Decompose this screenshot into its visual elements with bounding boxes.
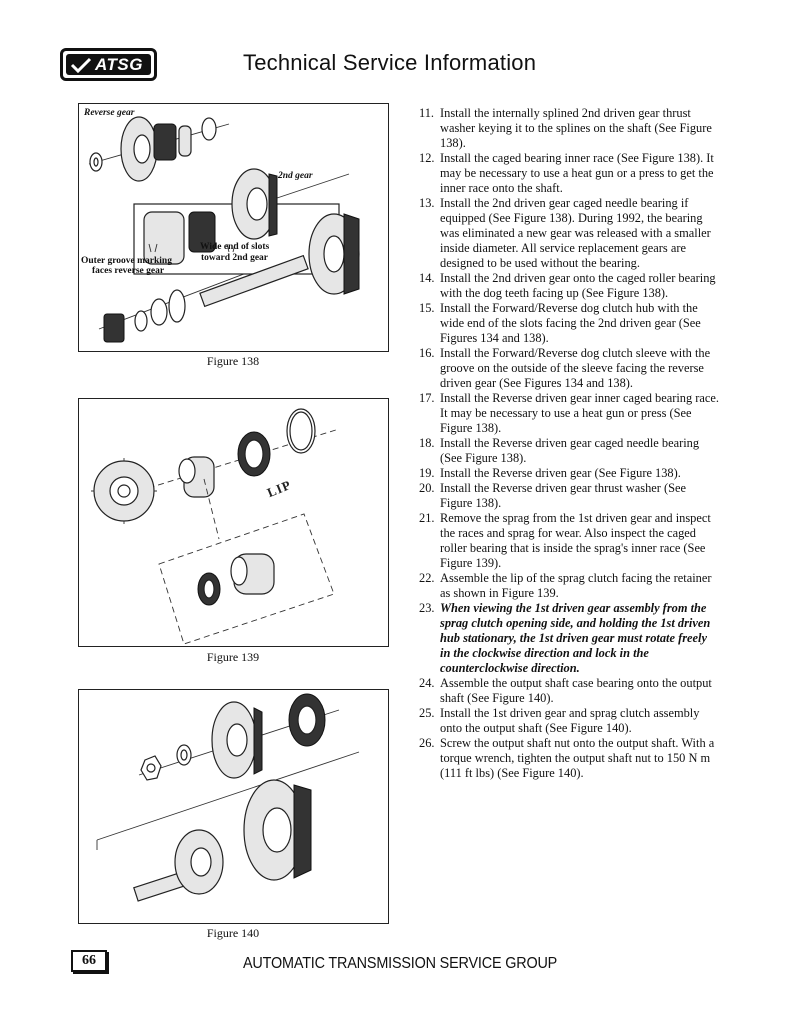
label-2nd-gear: 2nd gear	[278, 171, 313, 181]
step-item: 17. Install the Reverse driven gear inner caged bearing race. It may be necessary to use a heat gun or press (See Figure 138).	[419, 391, 719, 435]
atsg-logo	[60, 48, 157, 81]
label-outer-groove-2: faces reverse gear	[92, 266, 165, 276]
figure-140-illustration	[79, 690, 387, 922]
step-item: 15. Install the Forward/Reverse dog clutch hub with the wide end of the slots facing the 2nd driven gear (See Figures 134 and 138).	[419, 301, 701, 345]
step-item: 20. Install the Reverse driven gear thrust washer (See Figure 138).	[419, 481, 687, 510]
figure-138	[78, 103, 389, 352]
step-item: 25. Install the 1st driven gear and sprag clutch assembly onto the output shaft (See Figure 140).	[419, 706, 700, 735]
step-item-warning: 23. When viewing the 1st driven gear assembly from the sprag clutch opening side, and holding the 1st driven hub stationary, the 1st driven gear must rotate freely in the clockwise direction and lock in the counterclockwise direction.	[419, 601, 711, 675]
step-item: 14. Install the 2nd driven gear onto the caged roller bearing with the dog teeth facing up (See Figure 138).	[419, 271, 716, 300]
step-item: 11. Install the internally splined 2nd driven gear thrust washer keying it to the splines on the shaft (See Figure 138).	[419, 106, 712, 150]
step-item: 12. Install the caged bearing inner race (See Figure 138). It may be necessary to use a heat gun or a press to get the inner race onto the shaft.	[419, 151, 714, 195]
label-lip: LIP	[264, 476, 294, 501]
step-item: 26. Screw the output shaft nut onto the output shaft. With a torque wrench, tighten the output shaft nut to 150 N m (111 ft lbs) (See Figure 140).	[419, 736, 715, 780]
figure-139	[78, 398, 389, 647]
step-item: 16. Install the Forward/Reverse dog clutch sleeve with the groove on the outside of the sleeve facing the reverse driven gear (See Figures 134 and 138).	[419, 346, 711, 390]
figure-140	[78, 689, 389, 924]
label-reverse-gear: Reverse gear	[84, 108, 135, 118]
step-item: 18. Install the Reverse driven gear caged needle bearing (See Figure 138).	[419, 436, 700, 465]
step-item: 22. Assemble the lip of the sprag clutch facing the retainer as shown in Figure 139.	[419, 571, 712, 600]
label-outer-groove-1: Outer groove marking	[81, 256, 172, 266]
page-title: Technical Service Information	[243, 50, 537, 75]
step-item: 24. Assemble the output shaft case bearing onto the output shaft (See Figure 140).	[419, 676, 712, 705]
step-item: 19. Install the Reverse driven gear (See Figure 138).	[419, 466, 681, 480]
label-wide-end-1: Wide end of slots	[200, 242, 270, 252]
step-item: 13. Install the 2nd driven gear caged needle bearing if equipped (See Figure 138). During 1992, the bearing was eliminated a new gear was released with a smaller inside diameter. All service replacement gears are designed to be used without the bearing.	[419, 196, 711, 270]
logo-text: ATSG	[95, 54, 143, 74]
figure-140-caption: Figure 140	[206, 926, 260, 940]
footer-text: AUTOMATIC TRANSMISSION SERVICE GROUP	[243, 955, 558, 972]
instruction-steps	[419, 106, 719, 781]
step-item: 21. Remove the sprag from the 1st driven gear and inspect the races and sprag for wear. Also inspect the caged roller bearing that is inside the sprag's inner race (See Figure 139).	[419, 511, 711, 570]
figure-138-illustration	[79, 104, 387, 350]
figure-139-illustration	[79, 399, 387, 645]
figure-139-caption: Figure 139	[206, 650, 260, 664]
figure-138-caption: Figure 138	[206, 354, 260, 368]
label-wide-end-2: toward 2nd gear	[201, 253, 269, 263]
page-number: 66	[71, 950, 107, 972]
checkmark-icon	[70, 57, 92, 73]
